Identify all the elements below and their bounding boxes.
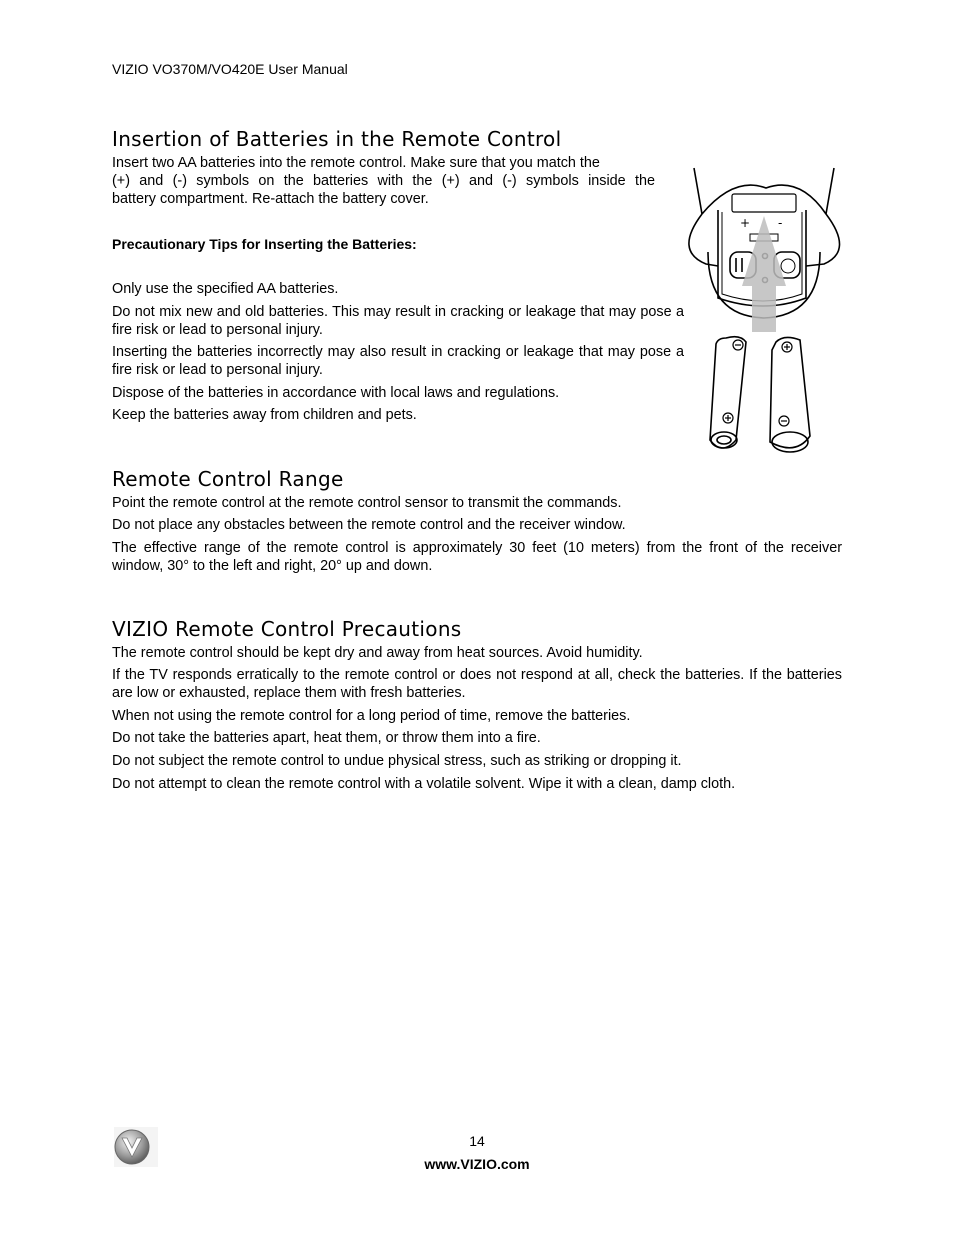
document-header: VIZIO VO370M/VO420E User Manual — [112, 61, 348, 77]
plus-label: + — [740, 216, 751, 230]
precaution-paragraph: Do not take the batteries apart, heat them, or throw them into a fire. — [112, 730, 541, 746]
range-paragraph: The effective range of the remote control is approximately 30 feet (10 meters) from the front of the receiver window, 30° to the left and right, 20° up and down. — [112, 540, 842, 574]
tips-heading: Precautionary Tips for Inserting the Batteries: — [112, 236, 417, 252]
tip-item: Only use the specified AA batteries. — [112, 281, 339, 297]
precaution-paragraph: If the TV responds erratically to the remote control or does not respond at all, check the batteries. If the batteries are low or exhausted, replace them with fresh batteries. — [112, 667, 842, 701]
intro-line-3: battery compartment. Re-attach the battery cover. — [112, 191, 429, 207]
range-paragraph: Do not place any obstacles between the remote control and the receiver window. — [112, 517, 626, 533]
tip-item: Dispose of the batteries in accordance with local laws and regulations. — [112, 385, 560, 401]
section-title-battery-insertion: Insertion of Batteries in the Remote Control — [112, 127, 562, 151]
range-paragraph: Point the remote control at the remote control sensor to transmit the commands. — [112, 495, 622, 511]
tip-item: Inserting the batteries incorrectly may also result in cracking or leakage that may pose a fire risk or lead to personal injury. — [112, 344, 684, 378]
page-number: 14 — [469, 1133, 485, 1149]
minus-label: - — [778, 216, 783, 230]
precaution-paragraph: Do not attempt to clean the remote control with a volatile solvent. Wipe it with a clean, damp cloth. — [112, 776, 736, 792]
battery-insertion-illustration — [684, 166, 844, 458]
precaution-paragraph: The remote control should be kept dry and away from heat sources. Avoid humidity. — [112, 645, 643, 661]
intro-line-1: Insert two AA batteries into the remote control. Make sure that you match the — [112, 155, 600, 171]
intro-line-2: (+) and (-) symbols on the batteries with the (+) and (-) symbols inside the — [112, 173, 655, 189]
section-title-remote-precautions: VIZIO Remote Control Precautions — [112, 617, 462, 641]
tip-item: Keep the batteries away from children and pets. — [112, 407, 417, 423]
footer-url: www.VIZIO.com — [424, 1156, 530, 1172]
section-title-remote-range: Remote Control Range — [112, 467, 344, 491]
precaution-paragraph: When not using the remote control for a long period of time, remove the batteries. — [112, 708, 631, 724]
precaution-paragraph: Do not subject the remote control to undue physical stress, such as striking or dropping it. — [112, 753, 682, 769]
tip-item: Do not mix new and old batteries. This may result in cracking or leakage that may pose a fire risk or lead to personal injury. — [112, 304, 684, 338]
